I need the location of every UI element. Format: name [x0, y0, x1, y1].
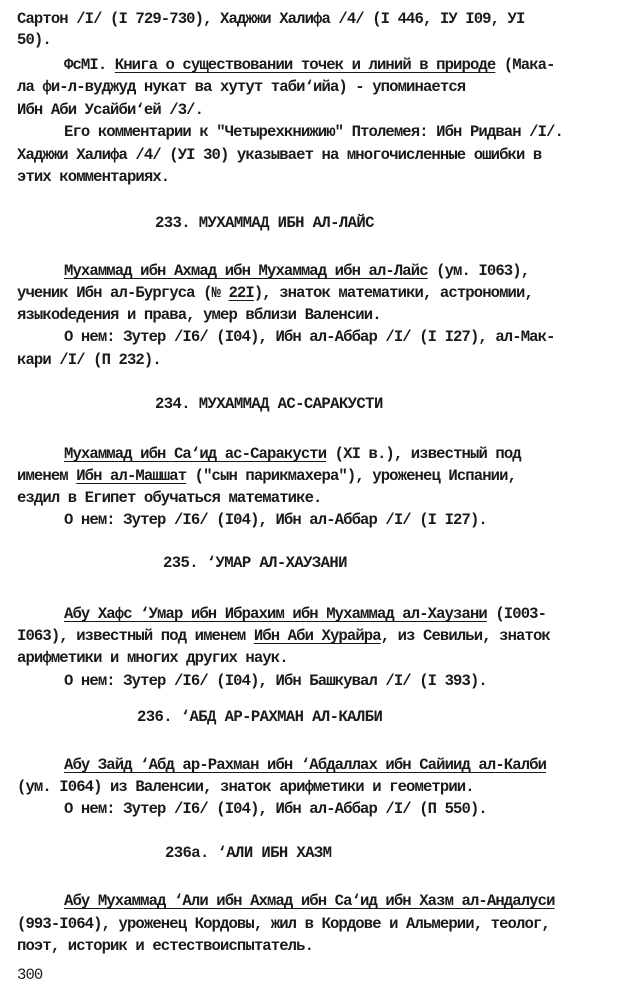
text-line: Хаджжи Халифа /4/ (УI 30) указывает на многочисленные ошибки в [17, 146, 542, 164]
entry-heading: 236. ‘АБД АР-РАХМАН АЛ-КАЛБИ [137, 708, 383, 726]
text-line: Ибн Аби Усайби‘ей /3/. [17, 101, 204, 119]
text-line: ездил в Египет обучаться математике. [17, 489, 322, 507]
text-fragment: , из Севильи, знаток [380, 627, 550, 645]
text-line: Сартон /I/ (I 729-730), Хаджжи Халифа /4/ (I 446, IУ I09, УI [17, 10, 525, 28]
text-line: О нем: Зутер /I6/ (I04), Ибн ал-Аббар /I/ (I I27). [64, 511, 487, 529]
entry-reference: 22I [228, 284, 254, 302]
text-fragment: ("сын парикмахера"), уроженец Испании, [186, 467, 517, 485]
text-line: О нем: Зутер /I6/ (I04), Ибн ал-Аббар /I/ (I I27), ал-Мак- [64, 328, 555, 346]
text-fragment: ученик Ибн ал-Бургуса (№ [17, 284, 229, 302]
person-name: Абу Мухаммад ‘Али ибн Ахмад ибн Са‘ид ибн Хазм ал-Андалуси [64, 892, 555, 910]
text-fragment: (I003- [486, 605, 547, 623]
page-number: 300 [17, 966, 43, 984]
nickname: Ибн Аби Хурайра [253, 627, 381, 645]
text-line [17, 283, 533, 303]
person-name: Мухаммад ибн Са‘ид ас-Саракусти [64, 445, 327, 463]
text-fragment: (XI в.), известный под [326, 445, 521, 463]
text-line: ла фи-л-вуджуд нукат ва хутут таби‘ийа) - упоминается [17, 78, 466, 96]
text-fragment: именем [17, 467, 77, 485]
nickname: Ибн ал-Машшат [76, 467, 187, 485]
text-line: поэт, историк и естествоиспытатель. [17, 937, 314, 955]
text-line: арифметики и многих других наук. [17, 649, 288, 667]
text-line: (993-I064), уроженец Кордовы, жил в Кордове и Альмерии, теолог, [17, 915, 550, 933]
text-line [17, 626, 550, 646]
text-line: (ум. I064) из Валенсии, знаток арифметики и геометрии. [17, 778, 474, 796]
book-title: Книга о существовании точек и линий в природе [114, 56, 496, 74]
text-line: Его комментарии к "Четырехкнижию" Птолемея: Ибн Ридван /I/. [64, 123, 564, 141]
text-line: 50). [17, 31, 51, 49]
text-line [64, 891, 555, 911]
text-line: кари /I/ (П 232). [17, 351, 161, 369]
text-line [64, 55, 555, 75]
text-fragment: ), знаток математики, астрономии, [253, 284, 533, 302]
text-line [64, 755, 546, 775]
item-label: ФсМI. [64, 56, 115, 74]
person-name: Абу Зайд ‘Абд ар-Рахман ибн ‘Абдаллах ибн Сайиид ал-Калби [64, 756, 547, 774]
person-name: Абу Хафс ‘Умар ибн Ибрахим ибн Мухаммад ал-Хаузани [64, 605, 487, 623]
text-line: О нем: Зутер /I6/ (I04), Ибн ал-Аббар /I/ (П 550). [64, 800, 487, 818]
text-line [64, 261, 529, 281]
person-name: Мухаммад ибн Ахмад ибн Мухаммад ибн ал-Лайс [64, 262, 428, 280]
text-fragment: (Мака- [495, 56, 555, 74]
text-line [64, 444, 521, 464]
text-fragment: (ум. I063), [427, 262, 530, 280]
text-fragment: I063), известный под именем [17, 627, 254, 645]
entry-heading: 233. МУХАММАД ИБН АЛ-ЛАЙС [155, 214, 374, 232]
text-line: языкоdедения и права, умер вблизи Валенсии. [17, 306, 381, 324]
entry-heading: 234. МУХАММАД АС-САРАКУСТИ [155, 395, 383, 413]
entry-heading: 236а. ‘АЛИ ИБН ХАЗМ [165, 844, 332, 862]
text-line: этих комментариях. [17, 168, 170, 186]
text-line: О нем: Зутер /I6/ (I04), Ибн Башкувал /I/ (I 393). [64, 672, 487, 690]
text-line [17, 466, 516, 486]
text-line [64, 604, 546, 624]
entry-heading: 235. ‘УМАР АЛ-ХАУЗАНИ [163, 554, 347, 572]
